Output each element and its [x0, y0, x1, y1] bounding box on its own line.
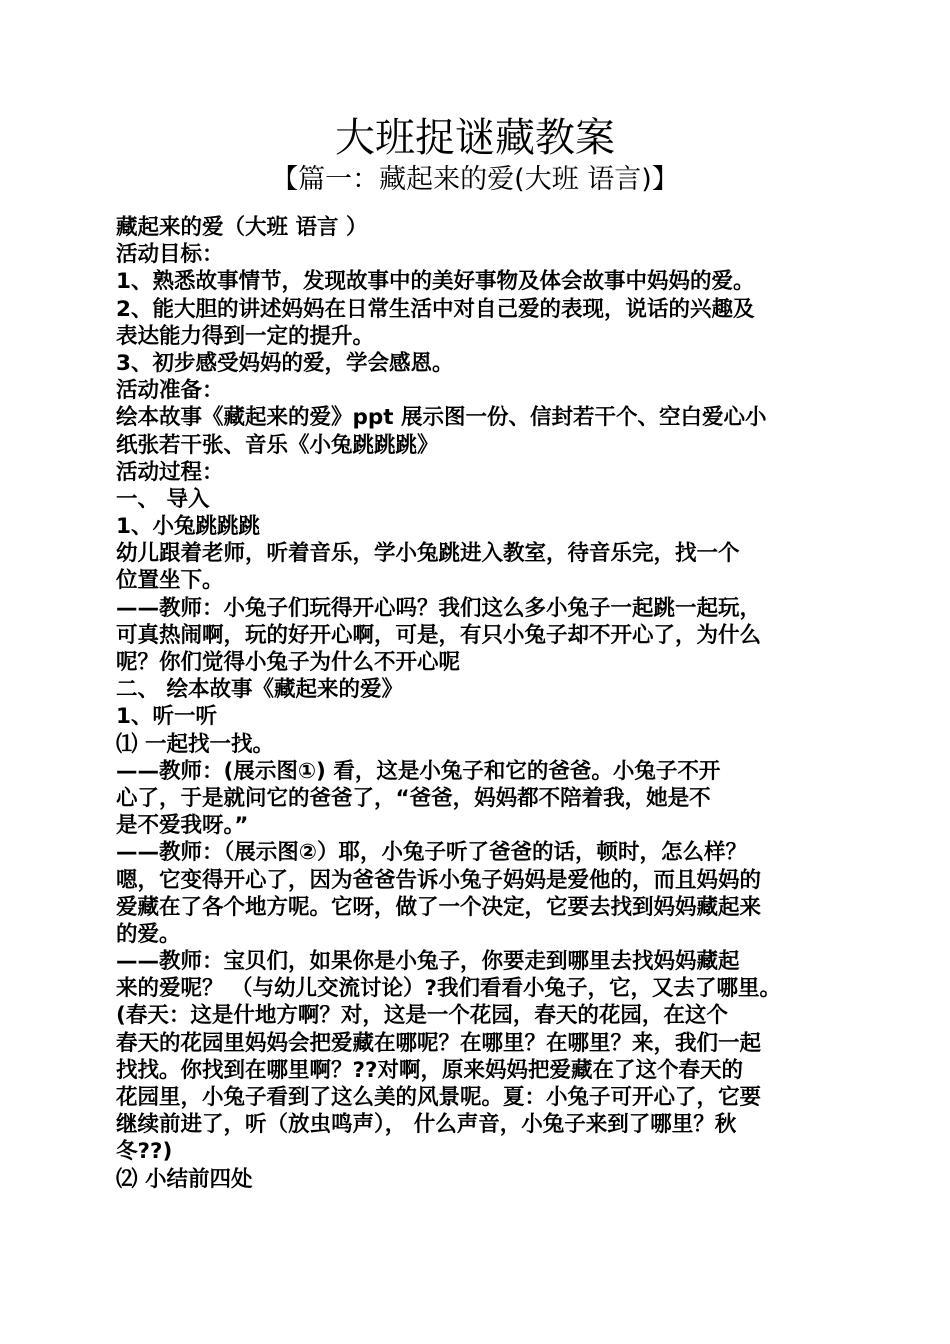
body-line: 活动过程：: [116, 459, 224, 485]
document-body: [116, 214, 838, 1193]
body-line: ——教师：(展示图①) 看，这是小兔子和它的爸爸。小兔子不开: [116, 758, 721, 784]
body-line: 花园里，小兔子看到了这么美的风景呢。夏：小兔子可开心了，它要: [116, 1085, 762, 1110]
body-line: 的爱。: [116, 921, 181, 947]
body-line: 1、听一听: [116, 704, 217, 730]
body-line: ——教师：小兔子们玩得开心吗？我们这么多小兔子一起跳一起玩，: [116, 595, 762, 621]
body-line: 春天的花园里妈妈会把爱藏在哪呢？在哪里？在哪里？来，我们一起: [116, 1030, 762, 1056]
body-line: 来的爱呢？ （与幼儿交流讨论）?我们看看小兔子，它，又去了哪里。: [116, 976, 781, 1002]
body-line: 2、能大胆的讲述妈妈在日常生活中对自己爱的表现，说话的兴趣及: [116, 296, 755, 322]
body-line: 3、初步感受妈妈的爱，学会感恩。: [116, 350, 454, 376]
body-line: ⑵ 小结前四处: [116, 1166, 253, 1192]
body-line: 纸张若干张、音乐《小兔跳跳跳》: [116, 432, 439, 458]
body-line: 幼儿跟着老师，听着音乐，学小兔跳进入教室，待音乐完，找一个: [116, 541, 740, 567]
document-title: 大班捉谜藏教案: [335, 115, 615, 161]
body-line: 表达能力得到一定的提升。: [116, 323, 375, 349]
body-line: 活动目标：: [116, 242, 224, 268]
body-line: 二、 绘本故事《藏起来的爱》: [116, 677, 403, 703]
body-line: 爱藏在了各个地方呢。它呀，做了一个决定，它要去找到妈妈藏起来: [116, 894, 762, 920]
body-line: 呢？你们觉得小兔子为什么不开心呢: [116, 650, 461, 675]
body-line: 绘本故事《藏起来的爱》ppt 展示图一份、信封若干个、空白爱心小: [116, 405, 767, 431]
body-line: ⑴ 一起找一找。: [116, 731, 274, 757]
body-line: 心了，于是就问它的爸爸了，“爸爸，妈妈都不陪着我，她是不: [116, 785, 711, 811]
document-subtitle: 【篇一：藏起来的爱(大班 语言)】: [271, 164, 679, 195]
body-line: 是不爱我呀。”: [116, 813, 249, 839]
body-line: 活动准备：: [116, 378, 224, 404]
body-line: 一、 导入: [116, 486, 210, 512]
body-line: 嗯，它变得开心了，因为爸爸告诉小兔子妈妈是爱他的，而且妈妈的: [116, 867, 762, 893]
body-line: 藏起来的爱（大班 语言 ）: [116, 215, 368, 240]
body-line: ——教师：宝贝们，如果你是小兔子，你要走到哪里去找妈妈藏起: [116, 949, 740, 975]
body-line: 找找。你找到在哪里啊？??对啊，原来妈妈把爱藏在了这个春天的: [116, 1057, 743, 1083]
body-line: 冬??): [116, 1139, 173, 1165]
body-line: 1、小兔跳跳跳: [116, 514, 260, 540]
body-line: (春天：这是什地方啊？对，这是一个花园，春天的花园，在这个: [116, 1003, 728, 1029]
body-line: 继续前进了，听（放虫鸣声）， 什么声音，小兔子来到了哪里？秋: [116, 1112, 737, 1138]
body-line: ——教师：（展示图②）耶，小兔子听了爸爸的话，顿时，怎么样？: [116, 840, 747, 866]
body-line: 1、熟悉故事情节，发现故事中的美好事物及体会故事中妈妈的爱。: [116, 269, 755, 295]
body-line: 位置坐下。: [116, 568, 224, 594]
body-line: 可真热闹啊，玩的好开心啊，可是，有只小兔子却不开心了，为什么: [116, 622, 762, 648]
